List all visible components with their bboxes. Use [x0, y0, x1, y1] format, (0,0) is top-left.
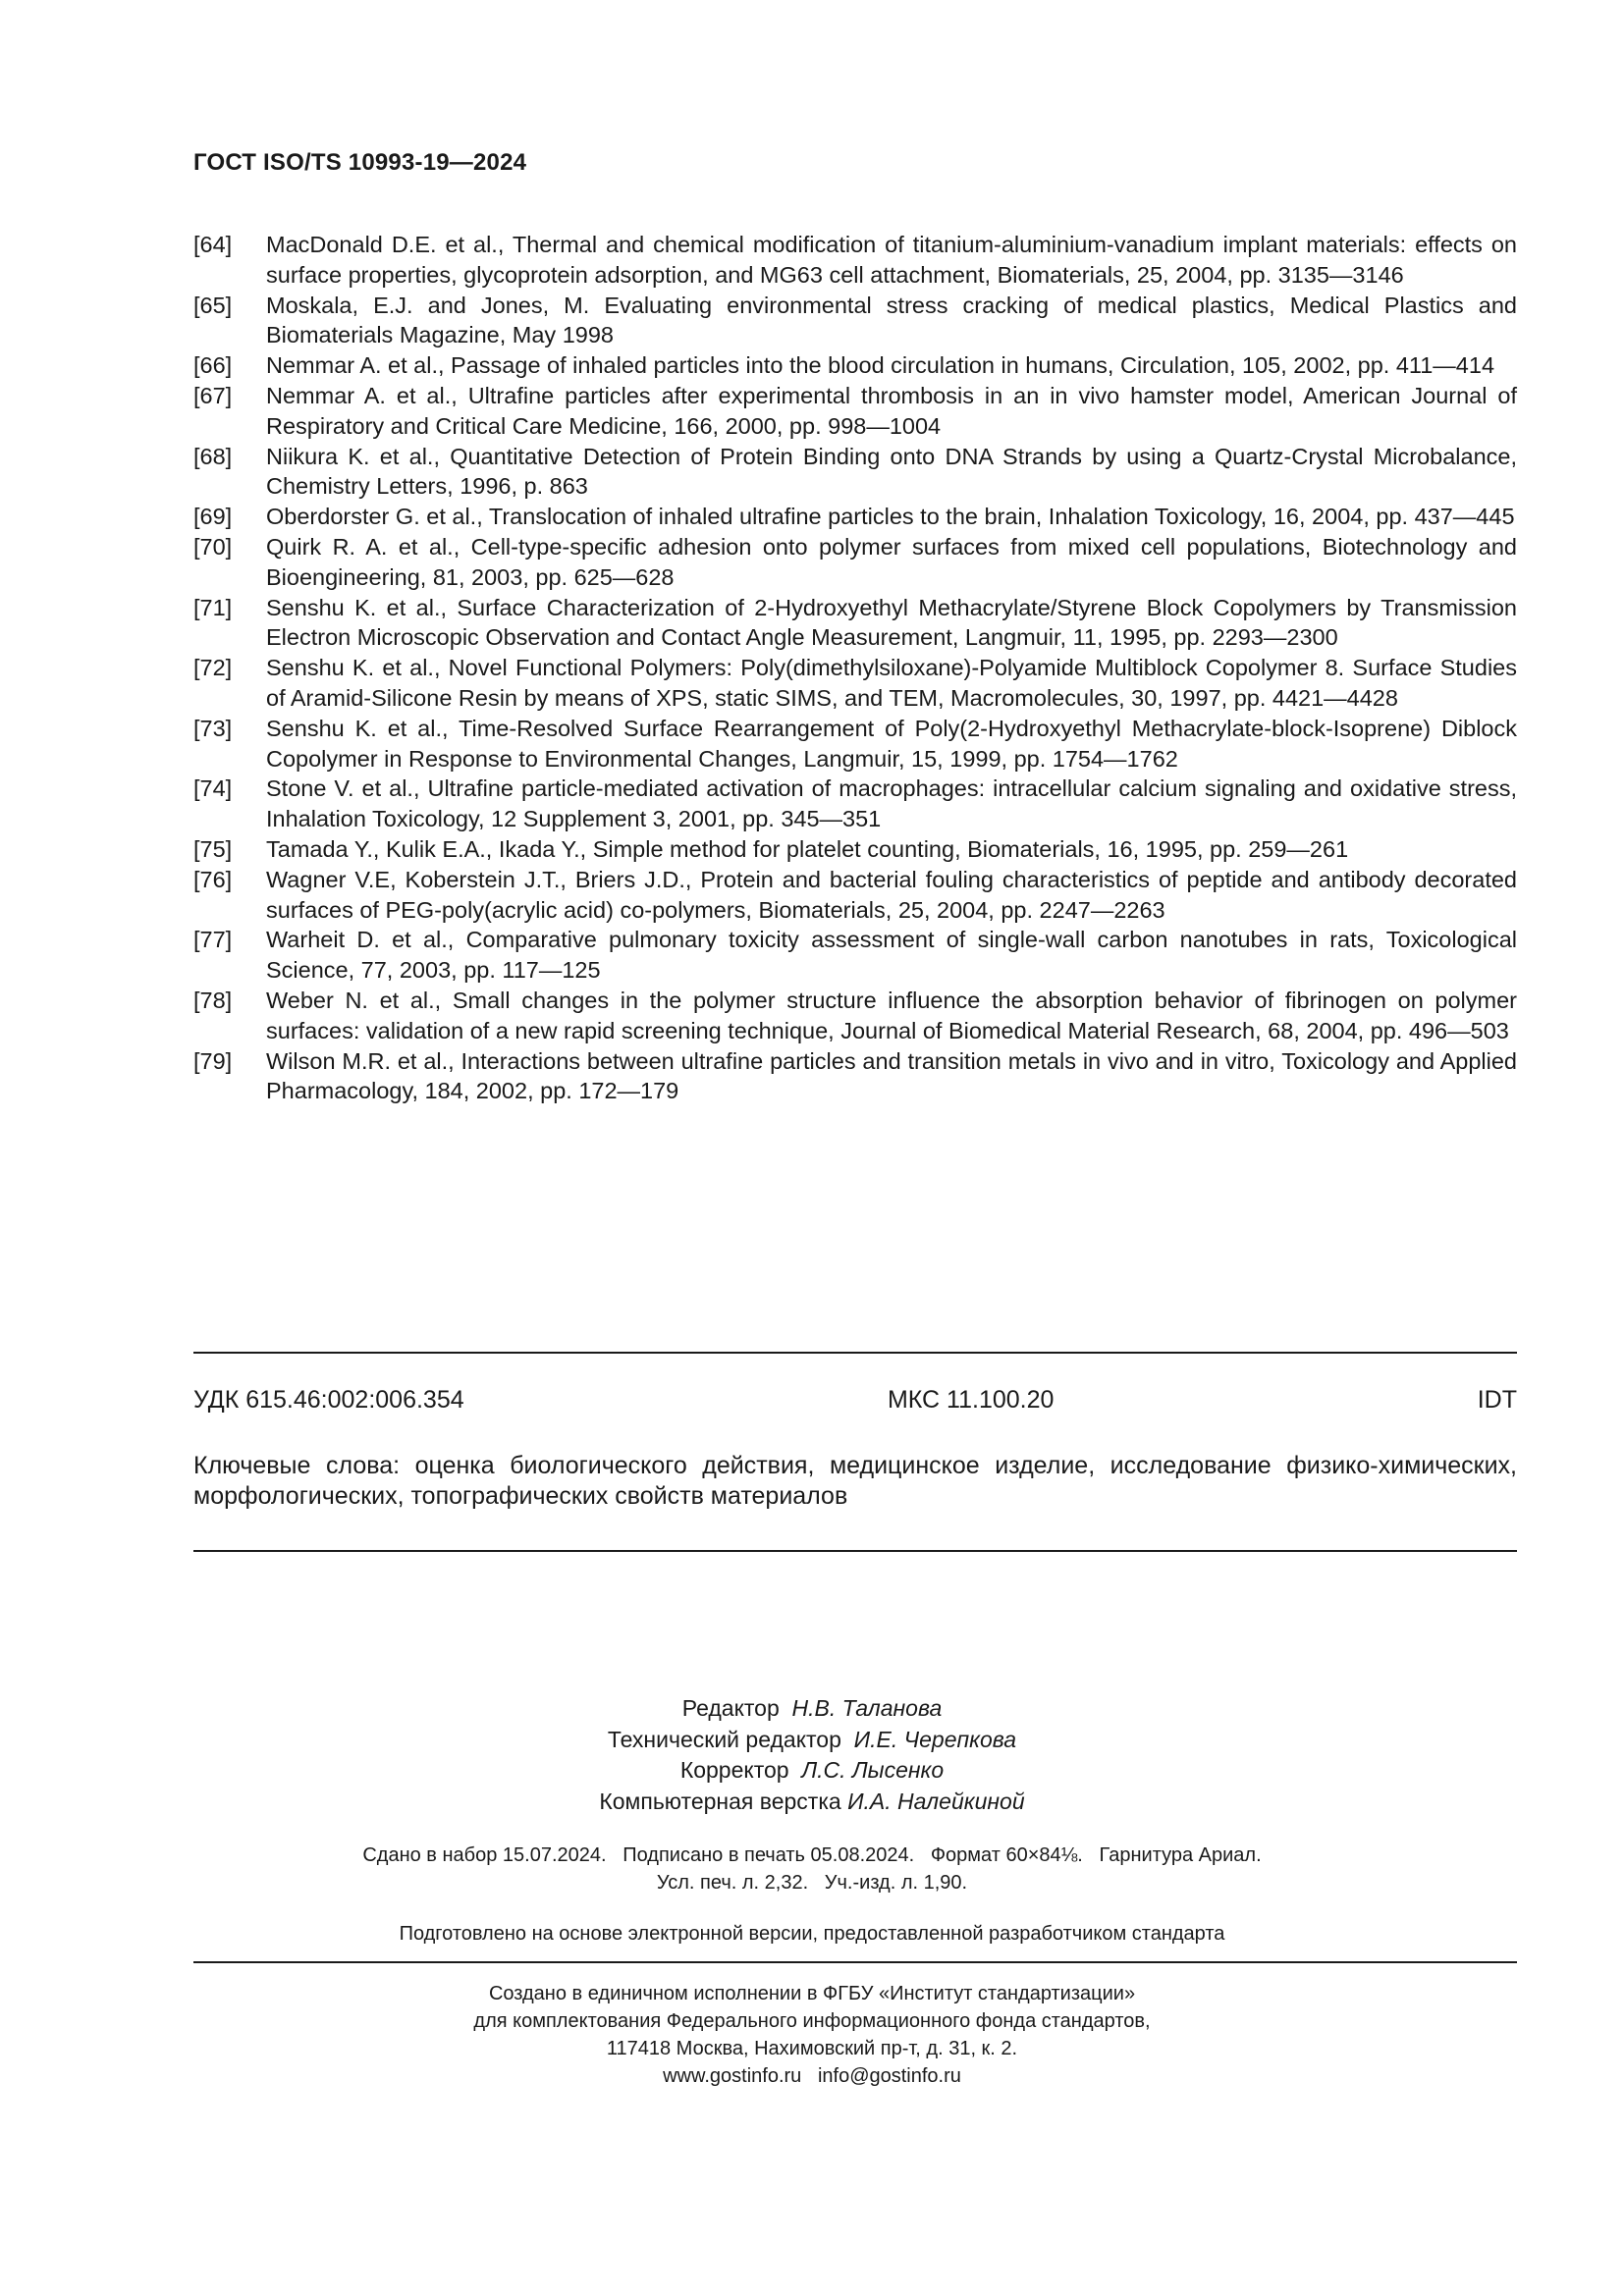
- classification-row: [193, 1386, 1517, 1415]
- reference-item: [193, 865, 1517, 926]
- divider-mid: [193, 1550, 1517, 1552]
- publication-line: Сдано в набор 15.07.2024. Подписано в печать 05.08.2024. Формат 60×84⅛. Гарнитура Ариал.: [362, 1844, 1262, 1866]
- reference-item: [193, 593, 1517, 654]
- reference-number: [73]: [193, 715, 233, 741]
- reference-item: [193, 381, 1517, 442]
- credit-label: Технический редактор: [607, 1726, 841, 1752]
- reference-text: Senshu K. et al., Surface Characterization of 2-Hydroxyethyl Methacrylate/Styrene Block Copolymers by Transmission Electron Microscopic Observation and Contact Angle Measurement, Langmuir, 11, 1995, pp. 2293—2300: [266, 594, 1517, 651]
- reference-item: [193, 350, 1517, 381]
- reference-number: [70]: [193, 533, 233, 560]
- idt-marker: IDT: [1477, 1386, 1517, 1414]
- reference-number: [65]: [193, 292, 233, 318]
- credit-name: Л.С. Лысенко: [801, 1757, 945, 1783]
- reference-text: Wilson M.R. et al., Interactions between ultrafine particles and transition metals in vivo and in vitro, Toxicology and Applied Pharmacology, 184, 2002, pp. 172—179: [266, 1047, 1517, 1104]
- reference-item: [193, 502, 1517, 532]
- prepared-note: Подготовлено на основе электронной версии, предоставленной разработчиком стандарта: [399, 1923, 1225, 1945]
- imprint-line: Создано в единичном исполнении в ФГБУ «Институт стандартизации»: [488, 1983, 1136, 2004]
- reference-text: Tamada Y., Kulik E.A., Ikada Y., Simple method for platelet counting, Biomaterials, 16, 1995, pp. 259—261: [266, 835, 1349, 862]
- reference-item: [193, 834, 1517, 865]
- credit-editor: [0, 1693, 1624, 1725]
- reference-text: Nemmar A. et al., Ultrafine particles after experimental thrombosis in an in vivo hamster model, American Journal of Respiratory and Critical Care Medicine, 166, 2000, pp. 998—1004: [266, 382, 1517, 439]
- imprint-line: для комплектования Федерального информационного фонда стандартов,: [473, 2010, 1151, 2032]
- credit-layout: [0, 1787, 1624, 1818]
- reference-number: [74]: [193, 775, 233, 802]
- reference-item: [193, 653, 1517, 714]
- reference-number: [71]: [193, 594, 233, 620]
- reference-number: [67]: [193, 382, 233, 408]
- reference-number: [75]: [193, 835, 233, 862]
- credit-name: И.А. Налейкиной: [847, 1788, 1025, 1814]
- reference-item: [193, 532, 1517, 593]
- reference-number: [76]: [193, 866, 233, 892]
- credit-name: И.Е. Черепкова: [853, 1726, 1017, 1752]
- mks-code: МКС 11.100.20: [887, 1386, 1055, 1414]
- reference-text: Senshu K. et al., Novel Functional Polymers: Poly(dimethylsiloxane)-Polyamide Multiblock Copolymer 8. Surface Studies of Aramid-Silicone Resin by means of XPS, static SIMS, and TEM, Macromolecules, 30, 1997, pp. 4421—4428: [266, 655, 1517, 711]
- reference-number: [66]: [193, 352, 233, 379]
- reference-text: Stone V. et al., Ultrafine particle-mediated activation of macrophages: intracellular calcium signaling and oxidative stress, Inhalation Toxicology, 12 Supplement 3, 2001, pp. 345—351: [266, 775, 1517, 832]
- reference-item: [193, 774, 1517, 834]
- bibliography-list: [193, 230, 1517, 1106]
- credit-name: Н.В. Таланова: [791, 1695, 943, 1721]
- credit-tech-editor: [0, 1725, 1624, 1756]
- reference-number: [78]: [193, 987, 233, 1013]
- reference-number: [69]: [193, 504, 233, 530]
- publication-info: [0, 1842, 1624, 1896]
- reference-number: [64]: [193, 232, 233, 257]
- reference-item: [193, 1046, 1517, 1107]
- credit-corrector: [0, 1755, 1624, 1787]
- keywords: Ключевые слова: оценка биологического действия, медицинское изделие, исследование физико-химических, морфологических, топографических свойств материалов: [193, 1452, 1517, 1510]
- credits-block: [0, 1693, 1624, 1817]
- reference-text: Wagner V.E, Koberstein J.T., Briers J.D., Protein and bacterial fouling characteristics of peptide and antibody decorated surfaces of PEG-poly(acrylic acid) co-polymers, Biomaterials, 25, 2004, pp. 2247—2263: [266, 866, 1517, 923]
- imprint-line: 117418 Москва, Нахимовский пр-т, д. 31, к. 2.: [606, 2038, 1018, 2059]
- reference-item: [193, 442, 1517, 503]
- publication-line: Усл. печ. л. 2,32. Уч.-изд. л. 1,90.: [656, 1872, 968, 1894]
- reference-text: Nemmar A. et al., Passage of inhaled particles into the blood circulation in humans, Circulation, 105, 2002, pp. 411—414: [266, 352, 1495, 379]
- reference-item: [193, 291, 1517, 351]
- credit-label: Редактор: [681, 1695, 780, 1721]
- reference-number: [68]: [193, 443, 233, 469]
- imprint-block: [0, 1980, 1624, 2090]
- reference-text: Weber N. et al., Small changes in the polymer structure influence the absorption behavior of fibrinogen on polymer surfaces: validation of a new rapid screening technique, Journal of Biomedical Material Research, 68, 2004, pp. 496—503: [266, 987, 1517, 1043]
- reference-text: Quirk R. A. et al., Cell-type-specific adhesion onto polymer surfaces from mixed cell populations, Biotechnology and Bioengineering, 81, 2003, pp. 625—628: [266, 533, 1517, 590]
- reference-text: Oberdorster G. et al., Translocation of inhaled ultrafine particles to the brain, Inhalation Toxicology, 16, 2004, pp. 437—445: [266, 504, 1515, 530]
- reference-item: [193, 986, 1517, 1046]
- reference-item: [193, 714, 1517, 774]
- imprint-contacts: www.gostinfo.ru info@gostinfo.ru: [663, 2065, 961, 2087]
- reference-number: [79]: [193, 1047, 233, 1074]
- credit-label: Корректор: [679, 1757, 789, 1783]
- reference-number: [77]: [193, 927, 233, 953]
- reference-item: [193, 230, 1517, 291]
- divider-top: [193, 1352, 1517, 1354]
- reference-text: Moskala, E.J. and Jones, M. Evaluating environmental stress cracking of medical plastics, Medical Plastics and Biomaterials Magazine, May 1998: [266, 292, 1517, 348]
- reference-text: Niikura K. et al., Quantitative Detection of Protein Binding onto DNA Strands by using a Quartz-Crystal Microbalance, Chemistry Letters, 1996, p. 863: [266, 443, 1517, 500]
- reference-text: MacDonald D.E. et al., Thermal and chemical modification of titanium-aluminium-vanadium implant materials: effects on surface properties, glycoprotein adsorption, and MG63 cell attachment, Biomaterials, 25, 2004, pp. 3135—3146: [266, 232, 1517, 288]
- udk-code: УДК 615.46:002:006.354: [193, 1386, 464, 1414]
- reference-item: [193, 925, 1517, 986]
- reference-number: [72]: [193, 655, 233, 681]
- standard-designation: ГОСТ ISO/TS 10993-19—2024: [193, 149, 527, 176]
- credit-label: Компьютерная верстка: [599, 1788, 841, 1814]
- reference-text: Senshu K. et al., Time-Resolved Surface Rearrangement of Poly(2-Hydroxyethyl Methacrylate-block-Isoprene) Diblock Copolymer in Response to Environmental Changes, Langmuir, 15, 1999, pp. 1754—1762: [266, 715, 1517, 772]
- reference-text: Warheit D. et al., Comparative pulmonary toxicity assessment of single-wall carbon nanotubes in rats, Toxicological Science, 77, 2003, pp. 117—125: [266, 927, 1517, 984]
- divider-low: [193, 1961, 1517, 1963]
